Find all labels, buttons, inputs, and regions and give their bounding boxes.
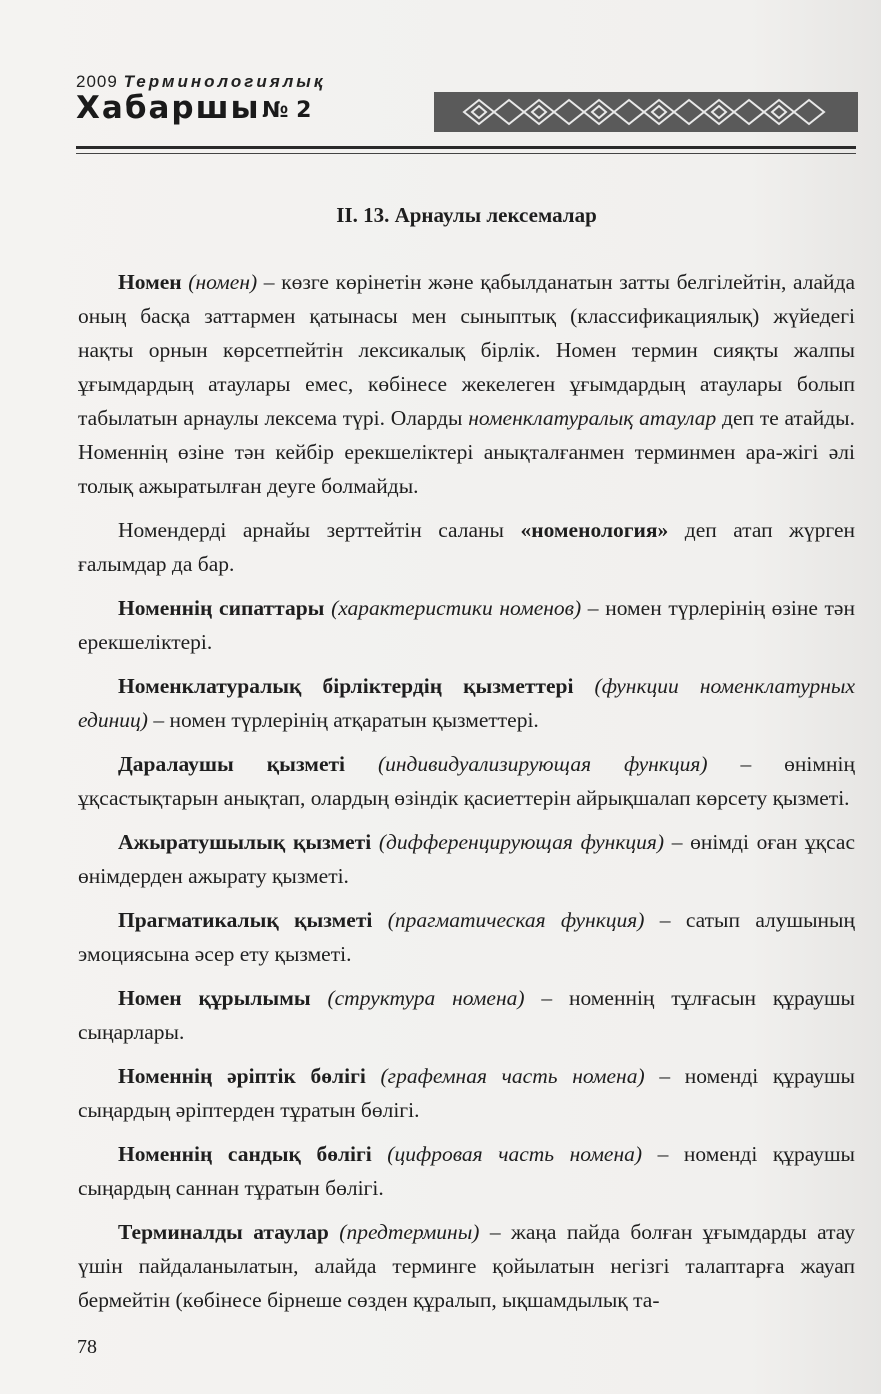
paragraph-numeric-part: [78, 1137, 855, 1205]
russian-equivalent: (графемная часть номена): [380, 1064, 645, 1088]
definition-text: – номенді құраушы сыңардың әріптерден тұратын бөлігі.: [78, 1064, 856, 1122]
header-year: 2009: [76, 72, 118, 91]
section-title: II. 13. Арнаулы лексемалар: [336, 203, 597, 227]
russian-equivalent: (предтермины): [339, 1220, 480, 1244]
paragraph-nomenclature-functions: [78, 669, 855, 737]
term: Номен құрылымы: [118, 986, 311, 1010]
header-rule-thick: [76, 146, 856, 149]
russian-equivalent: (индивидуализирующая функция): [377, 752, 708, 776]
russian-equivalent: (функции номенклатурных единиц): [78, 674, 855, 732]
header-rule-thin: [76, 153, 856, 154]
paragraph-nomen-characteristics: [78, 591, 855, 659]
body-text: деп атап жүрген ғалымдар да бар.: [78, 518, 855, 576]
bold-term: «номенология»: [520, 518, 669, 542]
paragraph-pragmatic-function: [78, 903, 855, 971]
paragraph-individualizing-function: [78, 747, 855, 815]
russian-equivalent: (номен): [188, 270, 258, 294]
definition-text: деп те атайды. Номеннің өзіне тән кейбір ерекшеліктері анықталғанмен терминмен ара-жігі әлі толық ажыратылған деуге болмайды.: [78, 406, 855, 498]
term: Номеннің әріптік бөлігі: [118, 1064, 366, 1088]
ornament-band: [434, 92, 858, 132]
page-content: [78, 198, 855, 1327]
russian-equivalent: (цифровая часть номена): [387, 1142, 643, 1166]
term: Терминалды атаулар: [118, 1220, 329, 1244]
paragraph-pre-terms: [78, 1215, 855, 1317]
paragraph-nomen-structure: [78, 981, 855, 1049]
term: Номен: [118, 270, 182, 294]
russian-equivalent: (прагматическая функция): [387, 908, 645, 932]
header-series: Терминологиялық: [123, 72, 326, 91]
header-title: Хабаршы: [76, 90, 261, 126]
paragraph-nomenology: [78, 513, 855, 581]
running-header: [76, 68, 866, 168]
ornament-pattern-icon: [434, 92, 858, 132]
body-text: Номендерді арнайы зерттейтін саланы: [118, 518, 521, 542]
russian-equivalent: (характеристики номенов): [331, 596, 582, 620]
italic-phrase: номенклатуралық атаулар: [468, 406, 717, 430]
definition-text: – көзге көрінетін және қабылданатын затты белгілейтін, алайда оның басқа заттармен қатынасы мен сыныптық (классификациялық) жүйедегі нақты орнын көрсетпейтін лексикалық бірлік. Номен термин сияқты жалпы ұғымдардың атаулары емес, көбінесе жекелеген ұғымдардың атаулары болып табылатын арнаулы лексема түрі. Оларды: [78, 270, 856, 430]
definition-text: – номен түрлерінің өзіне тән ерекшеліктері.: [78, 596, 855, 654]
definition-text: – номен түрлерінің атқаратын қызметтері.: [147, 708, 539, 732]
header-issue: № 2: [262, 98, 312, 123]
header-series-line: [76, 72, 325, 92]
term: Прагматикалық қызметі: [118, 908, 373, 932]
definition-text: – сатып алушының эмоциясына әсер ету қызметі.: [78, 908, 855, 966]
paragraph-differentiating-function: [78, 825, 855, 893]
term: Даралаушы қызметі: [118, 752, 346, 776]
definition-text: – өнімнің ұқсастықтарын анықтап, олардың өзіндік қасиеттерін айрықшалап көрсету қызметі.: [78, 752, 855, 810]
term: Номеннің сандық бөлігі: [118, 1142, 372, 1166]
russian-equivalent: (дифференцирующая функция): [378, 830, 665, 854]
term: Ажыратушылық қызметі: [118, 830, 372, 854]
page-number: 78: [77, 1336, 97, 1358]
term: Номеннің сипаттары: [118, 596, 325, 620]
definition-text: – өнімді оған ұқсас өнімдерден ажырату қызметі.: [78, 830, 856, 888]
definition-text: – номеннің тұлғасын құраушы сыңарлары.: [78, 986, 855, 1044]
term: Номенклатуралық бірліктердің қызметтері: [118, 674, 574, 698]
definition-text: – номенді құраушы сыңардың саннан тұратын бөлігі.: [78, 1142, 855, 1200]
paragraph-nomen: [78, 265, 855, 503]
paragraph-graphemic-part: [78, 1059, 855, 1127]
definition-text: – жаңа пайда болған ұғымдарды атау үшін пайдаланылатын, алайда терминге қойылатын негізгі талаптарға жауап бермейтін (көбінесе бірнеше сөзден құралып, ықшамдылық та-: [78, 1220, 855, 1312]
russian-equivalent: (структура номена): [327, 986, 525, 1010]
